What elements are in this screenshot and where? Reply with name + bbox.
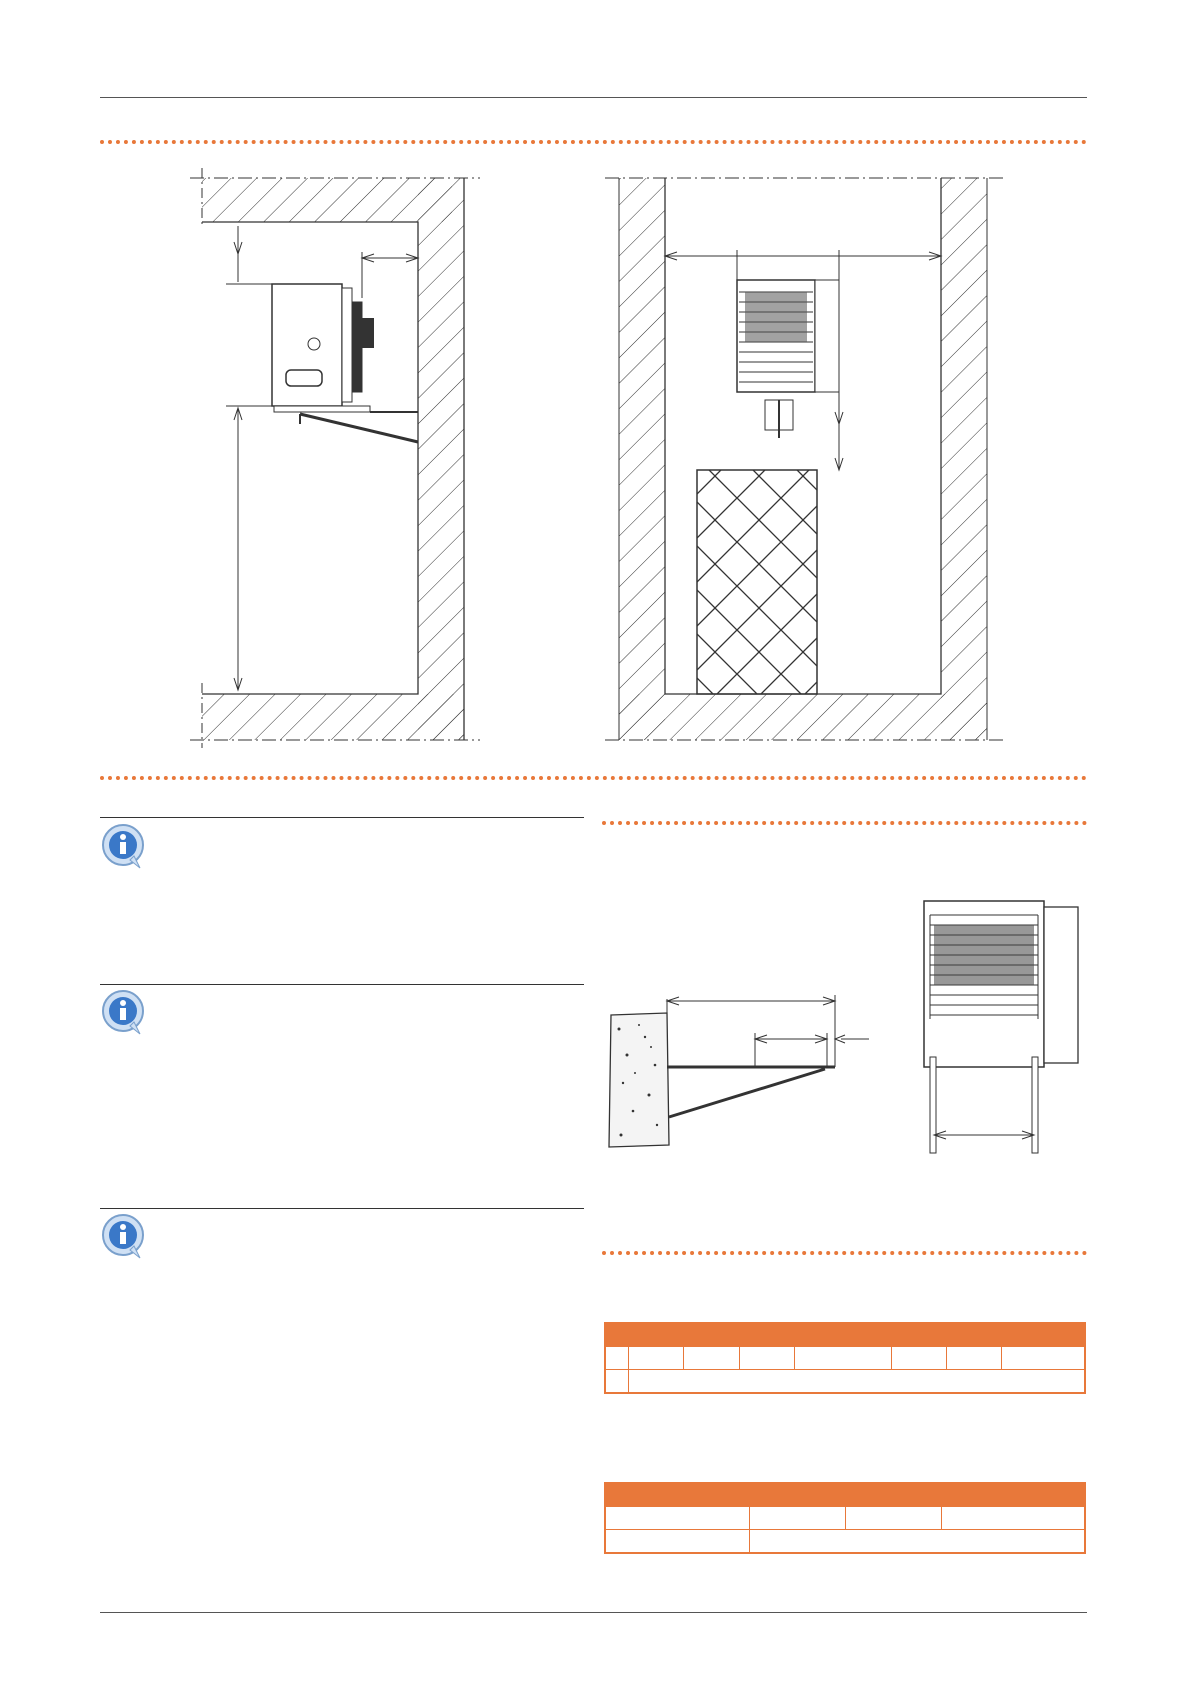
footer-rule — [100, 1612, 1087, 1613]
table-cell — [1002, 1347, 1085, 1370]
table-header-cell — [629, 1323, 684, 1347]
table-cell — [891, 1347, 946, 1370]
table-cell — [605, 1370, 629, 1394]
table-header-cell — [749, 1483, 845, 1507]
info-icon — [100, 1214, 146, 1260]
floor-hatch — [202, 694, 464, 740]
table-cell — [941, 1507, 1085, 1530]
left-wall-hatch — [619, 178, 665, 740]
heater-body — [272, 284, 342, 406]
table-row — [605, 1370, 1085, 1394]
spec-table-2 — [604, 1482, 1086, 1554]
table-cell — [739, 1347, 794, 1370]
table-cell — [947, 1347, 1002, 1370]
table-cell — [684, 1347, 739, 1370]
table-cell — [629, 1370, 1086, 1394]
table-header-cell — [739, 1323, 794, 1347]
table-header-cell — [941, 1483, 1085, 1507]
section-divider-middle — [100, 776, 1087, 780]
table-row — [605, 1530, 1085, 1554]
table-cell — [749, 1530, 1085, 1554]
table-header-cell — [947, 1323, 1002, 1347]
table-header-row — [605, 1483, 1085, 1507]
info-icon — [100, 824, 146, 870]
note-2-rule — [100, 984, 584, 985]
table-row — [605, 1347, 1085, 1370]
table-header-cell — [684, 1323, 739, 1347]
table-cell — [794, 1347, 891, 1370]
table-header-row — [605, 1323, 1085, 1347]
floor-hatch-front — [619, 694, 987, 740]
table-header-cell — [605, 1483, 749, 1507]
section-divider-tables — [602, 1251, 1087, 1255]
section-divider-bracket — [602, 821, 1087, 825]
table-header-cell — [1002, 1323, 1085, 1347]
obstacle-block — [697, 470, 817, 694]
right-wall-hatch — [941, 178, 987, 740]
note-3-rule — [100, 1208, 584, 1209]
table-cell — [605, 1530, 749, 1554]
unit-front-stand-drawing — [920, 895, 1090, 1165]
table-header-cell — [605, 1323, 629, 1347]
ceiling-hatch — [202, 178, 452, 222]
section-divider-top — [100, 140, 1087, 144]
side-wall-mount-drawing — [190, 168, 490, 748]
header-rule — [100, 97, 1087, 98]
spec-table-1 — [604, 1322, 1086, 1394]
table-header-cell — [794, 1323, 891, 1347]
table-cell — [749, 1507, 845, 1530]
table-row — [605, 1507, 1085, 1530]
front-clearance-drawing — [605, 168, 1005, 748]
info-icon — [100, 990, 146, 1036]
table-header-cell — [891, 1323, 946, 1347]
table-cell — [845, 1507, 941, 1530]
table-cell — [629, 1347, 684, 1370]
wall-hatch — [418, 178, 464, 740]
note-1-rule — [100, 817, 584, 818]
table-cell — [605, 1507, 749, 1530]
table-header-cell — [845, 1483, 941, 1507]
table-cell — [605, 1347, 629, 1370]
bracket-detail-drawing — [605, 985, 875, 1155]
